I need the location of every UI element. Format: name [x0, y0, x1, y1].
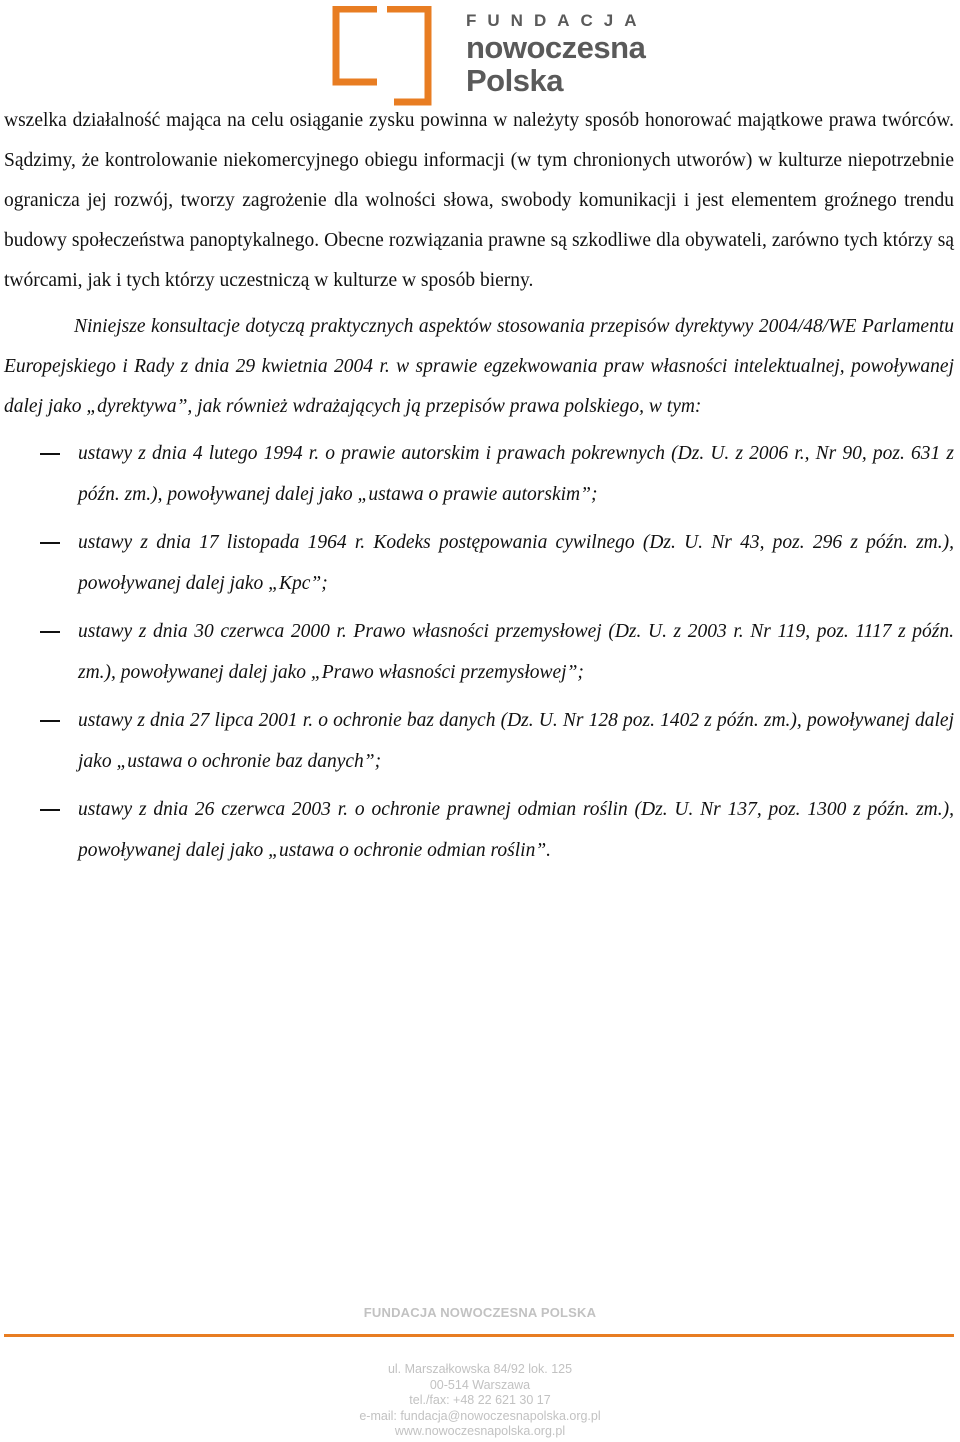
footer-email-link[interactable]: e-mail: fundacja@nowoczesnapolska.org.pl: [359, 1408, 601, 1423]
document-body: [4, 101, 954, 878]
paragraph-intro: wszelka działalność mająca na celu osiąganie zysku powinna w należyty sposób honorować majątkowe prawa twórców. Sądzimy, że kontrolowanie niekomercyjnego obiegu informacji (w tym chronionych utworów) w kulturze niepotrzebnie ogranicza jej rozwój, tworzy zagrożenie dla wolności słowa, swobody komunikacji i jest elementem groźnego trendu budowy społeczeństwa panoptykalnego. Obecne rozwiązania prawne są szkodliwe dla obywateli, zarówno tych którzy są twórcami, jak i tych którzy uczestniczą w kulturze w sposób bierny.: [4, 110, 954, 291]
footer-org-name: FUNDACJA NOWOCZESNA POLSKA: [363, 1305, 597, 1320]
footer-contact: [0, 1362, 960, 1440]
footer-address-line: ul. Marszałkowska 84/92 lok. 125: [387, 1362, 573, 1376]
list-item-text: ustawy z dnia 27 lipca 2001 r. o ochronie baz danych (Dz. U. Nr 128 poz. 1402 z późn. zm.), powoływanej dalej jako „ustawa o ochronie baz danych”;: [78, 710, 954, 772]
list-item-text: ustawy z dnia 30 czerwca 2000 r. Prawo własności przemysłowej (Dz. U. z 2003 r. Nr 119, poz. 1117 z późn. zm.), powoływanej dalej jako „Prawo własności przemysłowej”;: [78, 621, 954, 683]
list-item: [4, 611, 954, 693]
list-item: [4, 522, 954, 604]
logo-wordmark: [466, 10, 648, 98]
list-item: [4, 789, 954, 871]
dash-bullet: [40, 542, 60, 544]
dash-bullet: [40, 720, 60, 722]
list-item-text: ustawy z dnia 26 czerwca 2003 r. o ochronie prawnej odmian roślin (Dz. U. Nr 137, poz. 1300 z późn. zm.), powoływanej dalej jako „ustawa o ochronie odmian roślin”.: [78, 799, 954, 861]
list-item-text: ustawy z dnia 4 lutego 1994 r. o prawie autorskim i prawach pokrewnych (Dz. U. z 2006 r., Nr 90, poz. 631 z późn. zm.), powoływanej dalej jako „ustawa o prawie autorskim”;: [78, 443, 954, 505]
dash-bullet: [40, 453, 60, 455]
footer-divider: [4, 1334, 954, 1337]
list-item: [4, 433, 954, 515]
footer-postal-line: 00-514 Warszawa: [429, 1377, 531, 1392]
foundation-logo-icon: [332, 6, 432, 106]
list-item: [4, 700, 954, 782]
list-item-text: ustawy z dnia 17 listopada 1964 r. Kodeks postępowania cywilnego (Dz. U. Nr 43, poz. 296 z późn. zm.), powoływanej dalej jako „Kpc”;: [78, 532, 954, 594]
dash-bullet: [40, 809, 60, 811]
footer-website-link[interactable]: www.nowoczesnapolska.org.pl: [394, 1424, 566, 1439]
logo-line-fundacja: FUNDACJA: [466, 11, 648, 30]
footer-phone-line: tel./fax: +48 22 621 30 17: [409, 1393, 551, 1408]
paragraph-consultation: Niniejsze konsultacje dotyczą praktycznych aspektów stosowania przepisów dyrektywy 2004/48/WE Parlamentu Europejskiego i Rady z dnia 29 kwietnia 2004 r. w sprawie egzekwowania praw własności intelektualnej, powoływanej dalej jako „dyrektywa”, jak również wdrażających ją przepisów prawa polskiego, w tym:: [4, 316, 954, 417]
logo-line-nowoczesna: nowoczesna: [466, 30, 646, 65]
logo-line-polska: Polska: [466, 63, 563, 98]
legislation-list: [4, 433, 954, 871]
dash-bullet: [40, 631, 60, 633]
